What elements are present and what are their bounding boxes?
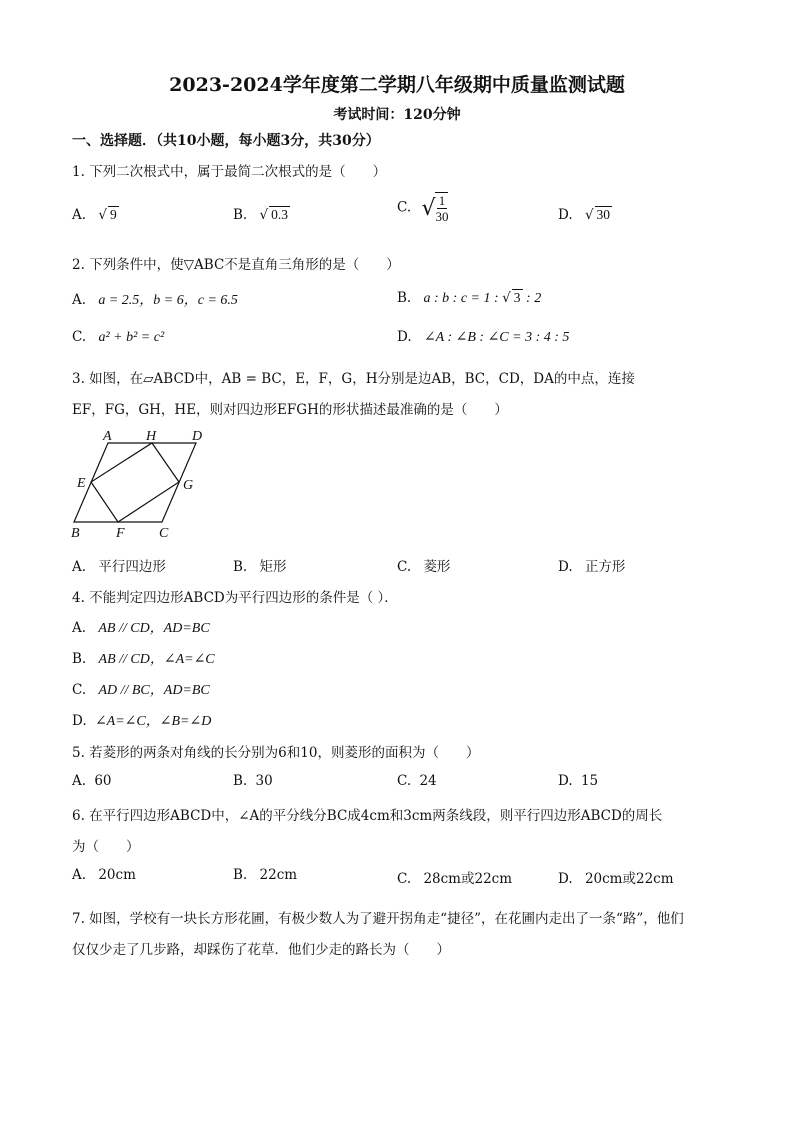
option-label: B. [72, 651, 87, 667]
option-label: C. [72, 682, 87, 698]
radicand: 30 [596, 207, 611, 222]
question-4-stem: 4. 不能判定四边形ABCD为平行四边形的条件是（ ）． [72, 590, 398, 606]
option-text: 24 [419, 773, 437, 789]
q2-option-b: B. a : b : c = 1 : √ 3 : 2 [397, 290, 542, 306]
q5-option-d [558, 773, 598, 789]
option-label: D. [397, 329, 412, 345]
option-label: D. [558, 871, 573, 887]
q2-option-a [72, 289, 238, 309]
option-text: AD // BC，AD=BC [98, 683, 210, 698]
q5-option-b [233, 773, 273, 789]
option-text: 菱形 [423, 559, 451, 575]
q4-option-c [72, 679, 210, 699]
question-7-stem-line2: 仅仅少走了几步路，却踩伤了花草．他们少走的路长为（ ） [72, 942, 450, 958]
label-c: C [159, 526, 169, 540]
option-text: AB // CD，∠A=∠C [98, 652, 215, 667]
option-label: A. [72, 292, 87, 308]
option-text: 20cm [98, 867, 136, 883]
option-label: B. [233, 207, 248, 223]
option-label: B. [233, 559, 248, 575]
question-2-stem: 2. 下列条件中，使▽ABC不是直角三角形的是（ ） [72, 257, 400, 273]
option-label: B. [233, 773, 248, 789]
q1-option-b: B. √ 0.3 [233, 207, 288, 223]
option-label: C. [397, 199, 412, 216]
option-label: C. [397, 773, 412, 789]
option-label: A. [72, 773, 87, 789]
option-label: D. [558, 207, 573, 223]
option-text: 平行四边形 [98, 559, 166, 575]
option-label: A. [72, 620, 87, 636]
option-text: 正方形 [584, 559, 626, 575]
radicand: 0.3 [271, 207, 288, 222]
option-label: C. [397, 559, 412, 575]
q1-option-a: A. √ 9 [72, 207, 117, 223]
numerator: 1 [438, 193, 446, 208]
quadrilateral-efgh [91, 443, 179, 522]
q6-option-d [558, 867, 674, 887]
exam-time: 考试时间：120分钟 [333, 107, 461, 123]
option-text: ∠A=∠C，∠B=∠D [94, 714, 212, 729]
q3-option-b [233, 555, 287, 575]
q2-option-d [397, 329, 569, 346]
option-text: 22cm [259, 867, 298, 883]
option-label: A. [72, 559, 87, 575]
option-label: B. [233, 867, 248, 883]
option-text: 60 [94, 773, 112, 789]
q1-option-d: D. √ 30 [558, 207, 611, 223]
label-e: E [77, 476, 86, 491]
radicand: 9 [109, 207, 117, 222]
question-7-stem-line1: 7. 如图，学校有一块长方形花圃，有极少数人为了避开拐角走“捷径”，在花圃内走出了一条“路”，他们 [72, 911, 684, 927]
option-label: D. [72, 713, 87, 729]
q5-option-a [72, 773, 112, 789]
option-text-after: : 2 [522, 291, 542, 306]
q5-option-c [397, 773, 437, 789]
q1-option-c: C. √ $\frac{1}{30}$ [397, 193, 449, 224]
option-label: A. [72, 207, 87, 223]
section-heading: 一、选择题．（共10小题，每小题3分，共30分） [72, 133, 380, 149]
q4-option-d [72, 710, 211, 730]
question-6-stem-line2: 为（ ） [72, 839, 140, 855]
option-label: D. [558, 773, 573, 789]
label-a: A [103, 429, 112, 444]
label-d: D [192, 429, 203, 444]
denominator: 30 [435, 209, 449, 224]
q6-option-a [72, 867, 136, 883]
q4-option-b [72, 648, 215, 668]
option-text: ∠A : ∠B : ∠C = 3 : 4 : 5 [423, 330, 570, 345]
option-label: C. [397, 871, 412, 887]
q4-option-a [72, 617, 210, 637]
question-1-stem: 1. 下列二次根式中，属于最简二次根式的是（ ） [72, 164, 387, 180]
option-text: 20cm或22cm [584, 871, 674, 887]
q3-option-d [558, 555, 625, 575]
label-f: F [116, 526, 125, 540]
option-text: 28cm或22cm [423, 871, 513, 887]
q6-option-b [233, 867, 297, 883]
option-label: C. [72, 329, 87, 345]
option-text: 矩形 [259, 559, 287, 575]
option-text: AB // CD，AD=BC [98, 621, 210, 636]
question-3-stem-line2: EF，FG，GH，HE，则对四边形EFGH的形状描述最准确的是（ ） [72, 402, 508, 418]
question-6-stem-line1: 6. 在平行四边形ABCD中，∠A的平分线分BC成4cm和3cm两条线段，则平行四边形ABCD的周长 [72, 808, 663, 824]
q6-option-c [397, 867, 512, 887]
radicand: 3 [513, 290, 521, 305]
question-3-stem-line1: 3. 如图，在▱ABCD中，AB = BC，E，F，G，H分别是边AB，BC，CD，DA的中点，连接 [72, 371, 635, 387]
label-h: H [146, 429, 157, 444]
q2-option-c [72, 329, 164, 346]
option-label: B. [397, 290, 412, 306]
option-text: 15 [580, 773, 599, 789]
question-5-stem: 5. 若菱形的两条对角线的长分别为6和10，则菱形的面积为（ ） [72, 745, 480, 761]
option-label: A. [72, 867, 87, 883]
option-text: a² + b² = c² [98, 330, 165, 345]
q3-option-c [397, 555, 450, 575]
option-text: 30 [255, 773, 273, 789]
label-b: B [71, 526, 80, 540]
option-text: a = 2.5，b = 6，c = 6.5 [98, 293, 238, 308]
option-label: D. [558, 559, 573, 575]
page-title: 2023-2024学年度第二学期八年级期中质量监测试题 [169, 74, 625, 96]
option-text-before: a : b : c = 1 : [423, 291, 503, 306]
parallelogram-figure [66, 425, 216, 540]
label-g: G [183, 478, 194, 493]
q3-option-a [72, 555, 166, 575]
